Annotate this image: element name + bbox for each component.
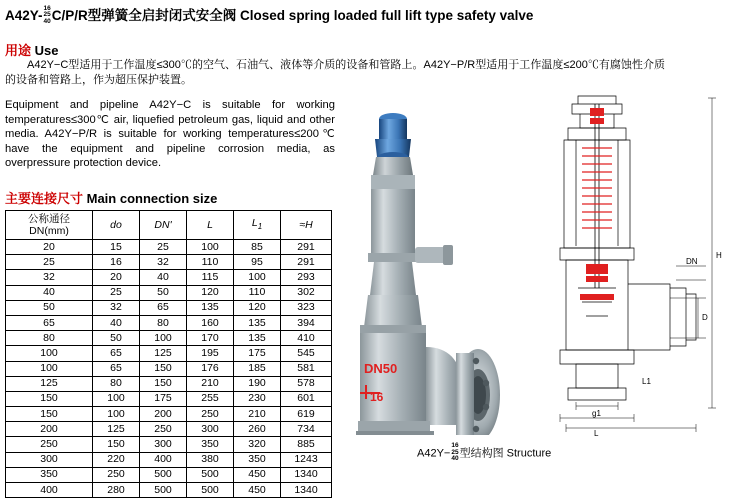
table-cell: 40	[93, 315, 140, 330]
table-cell: 15	[93, 240, 140, 255]
caption-en: Structure	[506, 447, 552, 460]
table-cell: 250	[6, 437, 93, 452]
dim-label-l1: L1	[642, 377, 651, 386]
table-cell: 25	[93, 285, 140, 300]
table-cell: 115	[187, 270, 234, 285]
table-cell: 210	[187, 376, 234, 391]
table-row	[6, 391, 332, 406]
valve-photo	[330, 95, 520, 435]
valve-bonnet	[368, 157, 418, 295]
page-title	[5, 4, 533, 26]
table-row	[6, 270, 332, 285]
table-cell: 302	[281, 285, 332, 300]
table-cell: 20	[93, 270, 140, 285]
table-cell: 410	[281, 331, 332, 346]
table-cell: 85	[234, 240, 281, 255]
table-cell: 545	[281, 346, 332, 361]
valve-section-drawing	[520, 88, 725, 438]
title-cn: C/P/R型弹簧全启封闭式安全阀	[51, 8, 237, 23]
table-cell: 40	[6, 285, 93, 300]
table-cell: 1340	[281, 467, 332, 482]
caption-code: A42Y−	[417, 447, 451, 460]
table-cell: 100	[93, 391, 140, 406]
table-row	[6, 407, 332, 422]
table-cell: 110	[234, 285, 281, 300]
table-cell: 1340	[281, 483, 332, 498]
conn-heading-cn: 主要连接尺寸	[5, 191, 87, 206]
table-cell: 175	[234, 346, 281, 361]
table-cell: 100	[234, 270, 281, 285]
title-frac-bot: 40	[43, 17, 51, 25]
use-heading-cn: 用途	[5, 43, 35, 58]
dim-label-g1: g1	[592, 409, 601, 418]
table-cell: 32	[6, 270, 93, 285]
table-cell: 300	[187, 422, 234, 437]
table-cell: 150	[6, 391, 93, 406]
table-cell: 200	[140, 407, 187, 422]
table-cell: 50	[93, 331, 140, 346]
table-cell: 80	[93, 376, 140, 391]
table-cell: 380	[187, 452, 234, 467]
table-cell: 230	[234, 391, 281, 406]
table-row	[6, 376, 332, 391]
table-cell: 400	[140, 452, 187, 467]
column-header-h: ≈H	[281, 211, 332, 240]
table-cell: 150	[140, 361, 187, 376]
table-cell: 300	[140, 437, 187, 452]
table-cell: 350	[6, 467, 93, 482]
table-cell: 120	[187, 285, 234, 300]
table-cell: 581	[281, 361, 332, 376]
table-cell: 578	[281, 376, 332, 391]
column-header-l1: $L_1$	[234, 211, 281, 240]
title-en: Closed spring loaded full lift type safety valve	[240, 8, 534, 23]
table-cell: 100	[93, 407, 140, 422]
table-cell: 185	[234, 361, 281, 376]
table-cell: 260	[234, 422, 281, 437]
table-cell: 350	[234, 452, 281, 467]
table-cell: 1243	[281, 452, 332, 467]
table-cell: 350	[187, 437, 234, 452]
table-cell: 135	[234, 315, 281, 330]
photo-label-pn: 16	[370, 390, 384, 404]
table-row	[6, 285, 332, 300]
caption-fraction: 16 25 40	[451, 442, 459, 462]
table-row	[6, 437, 332, 452]
table-cell: 619	[281, 407, 332, 422]
dimension-labels	[592, 251, 722, 438]
table-cell: 255	[187, 391, 234, 406]
table-cell: 500	[140, 483, 187, 498]
table-cell: 150	[6, 407, 93, 422]
table-cell: 65	[6, 315, 93, 330]
table-header-row	[6, 211, 332, 240]
table-cell: 25	[140, 240, 187, 255]
table-row	[6, 422, 332, 437]
table-cell: 210	[234, 407, 281, 422]
conn-heading-en: Main connection size	[86, 191, 218, 206]
dim-label-h: H	[716, 251, 722, 260]
table-cell: 125	[6, 376, 93, 391]
table-cell: 394	[281, 315, 332, 330]
table-cell: 125	[93, 422, 140, 437]
table-cell: 601	[281, 391, 332, 406]
table-cell: 65	[140, 300, 187, 315]
table-body	[6, 240, 332, 498]
table-cell: 135	[234, 331, 281, 346]
column-header-dn-cn: 公称通径	[28, 213, 70, 225]
valve-cap-blue	[375, 113, 411, 164]
table-cell: 100	[6, 346, 93, 361]
column-header-do: do	[93, 211, 140, 240]
table-cell: 65	[93, 361, 140, 376]
valve-lever-cap	[415, 245, 453, 265]
table-cell: 160	[187, 315, 234, 330]
table-cell: 195	[187, 346, 234, 361]
table-cell: 250	[93, 467, 140, 482]
table-cell: 500	[140, 467, 187, 482]
table-cell: 400	[6, 483, 93, 498]
photo-label-dn: DN50	[364, 361, 398, 376]
table-cell: 323	[281, 300, 332, 315]
table-cell: 734	[281, 422, 332, 437]
table-cell: 20	[6, 240, 93, 255]
table-header	[6, 211, 332, 240]
connection-size-heading	[5, 188, 217, 207]
connection-size-table	[5, 210, 332, 498]
use-paragraph-cn: A42Y−C型适用于工作温度≤300℃的空气、石油气、液体等介质的设备和管路上。A42Y−P/R型适用于工作温度≤200℃有腐蚀性介质的设备和管路上，作为超压保护装置。	[5, 59, 665, 86]
table-cell: 500	[187, 467, 234, 482]
table-cell: 50	[6, 300, 93, 315]
table-row	[6, 452, 332, 467]
valve-base-flange	[356, 431, 434, 435]
table-cell: 200	[6, 422, 93, 437]
use-paragraph-en: Equipment and pipeline A42Y−C is suitable for working temperatures≤300℃ air, liquefied petroleum gas, liquid and other media. A42Y−P/R is suitable for working temperatures≤200℃ have the equipment and pipeline corrosion media, as overpressure protection device.	[5, 99, 335, 169]
table-cell: 125	[140, 346, 187, 361]
table-cell: 80	[140, 315, 187, 330]
table-row	[6, 361, 332, 376]
title-frac-mid: 25	[43, 11, 51, 19]
table-cell: 450	[234, 467, 281, 482]
table-cell: 80	[6, 331, 93, 346]
table-cell: 32	[140, 255, 187, 270]
table-row	[6, 240, 332, 255]
table-cell: 120	[234, 300, 281, 315]
table-cell: 95	[234, 255, 281, 270]
table-row	[6, 467, 332, 482]
table-cell: 885	[281, 437, 332, 452]
drawing-spring	[580, 108, 614, 300]
table-cell: 176	[187, 361, 234, 376]
table-cell: 250	[140, 422, 187, 437]
table-row	[6, 255, 332, 270]
table-cell: 50	[140, 285, 187, 300]
table-cell: 293	[281, 270, 332, 285]
dim-label-dn: DN	[686, 257, 698, 266]
column-header-l: L	[187, 211, 234, 240]
figure-caption	[417, 444, 551, 464]
column-header-dn-prime: DN'	[140, 211, 187, 240]
table-cell: 65	[93, 346, 140, 361]
table-cell: 32	[93, 300, 140, 315]
caption-cn: 型结构图	[459, 447, 507, 460]
table-cell: 450	[234, 483, 281, 498]
table-row	[6, 483, 332, 498]
table-row	[6, 346, 332, 361]
table-cell: 500	[187, 483, 234, 498]
table-cell: 220	[93, 452, 140, 467]
table-row	[6, 315, 332, 330]
valve-outlet-flange	[440, 343, 500, 435]
table-cell: 190	[234, 376, 281, 391]
title-code: A42Y-	[5, 8, 43, 23]
table-cell: 110	[187, 255, 234, 270]
table-row	[6, 300, 332, 315]
table-cell: 100	[187, 240, 234, 255]
table-cell: 320	[234, 437, 281, 452]
table-cell: 16	[93, 255, 140, 270]
table-cell: 100	[140, 331, 187, 346]
table-cell: 280	[93, 483, 140, 498]
table-cell: 150	[140, 376, 187, 391]
table-cell: 250	[187, 407, 234, 422]
use-heading-en: Use	[34, 43, 59, 58]
dim-label-d: D	[702, 313, 708, 322]
dim-label-k: L	[594, 429, 599, 438]
table-cell: 135	[187, 300, 234, 315]
table-cell: 170	[187, 331, 234, 346]
column-header-dn	[6, 211, 93, 240]
column-header-dn-unit: DN(mm)	[29, 225, 69, 237]
use-section-heading	[5, 40, 58, 59]
title-fraction	[44, 6, 51, 26]
table-cell: 25	[6, 255, 93, 270]
table-cell: 300	[6, 452, 93, 467]
table-cell: 291	[281, 240, 332, 255]
table-row	[6, 331, 332, 346]
table-cell: 100	[6, 361, 93, 376]
table-cell: 150	[93, 437, 140, 452]
table-cell: 175	[140, 391, 187, 406]
table-cell: 40	[140, 270, 187, 285]
table-cell: 291	[281, 255, 332, 270]
title-frac-top: 16	[43, 4, 51, 12]
